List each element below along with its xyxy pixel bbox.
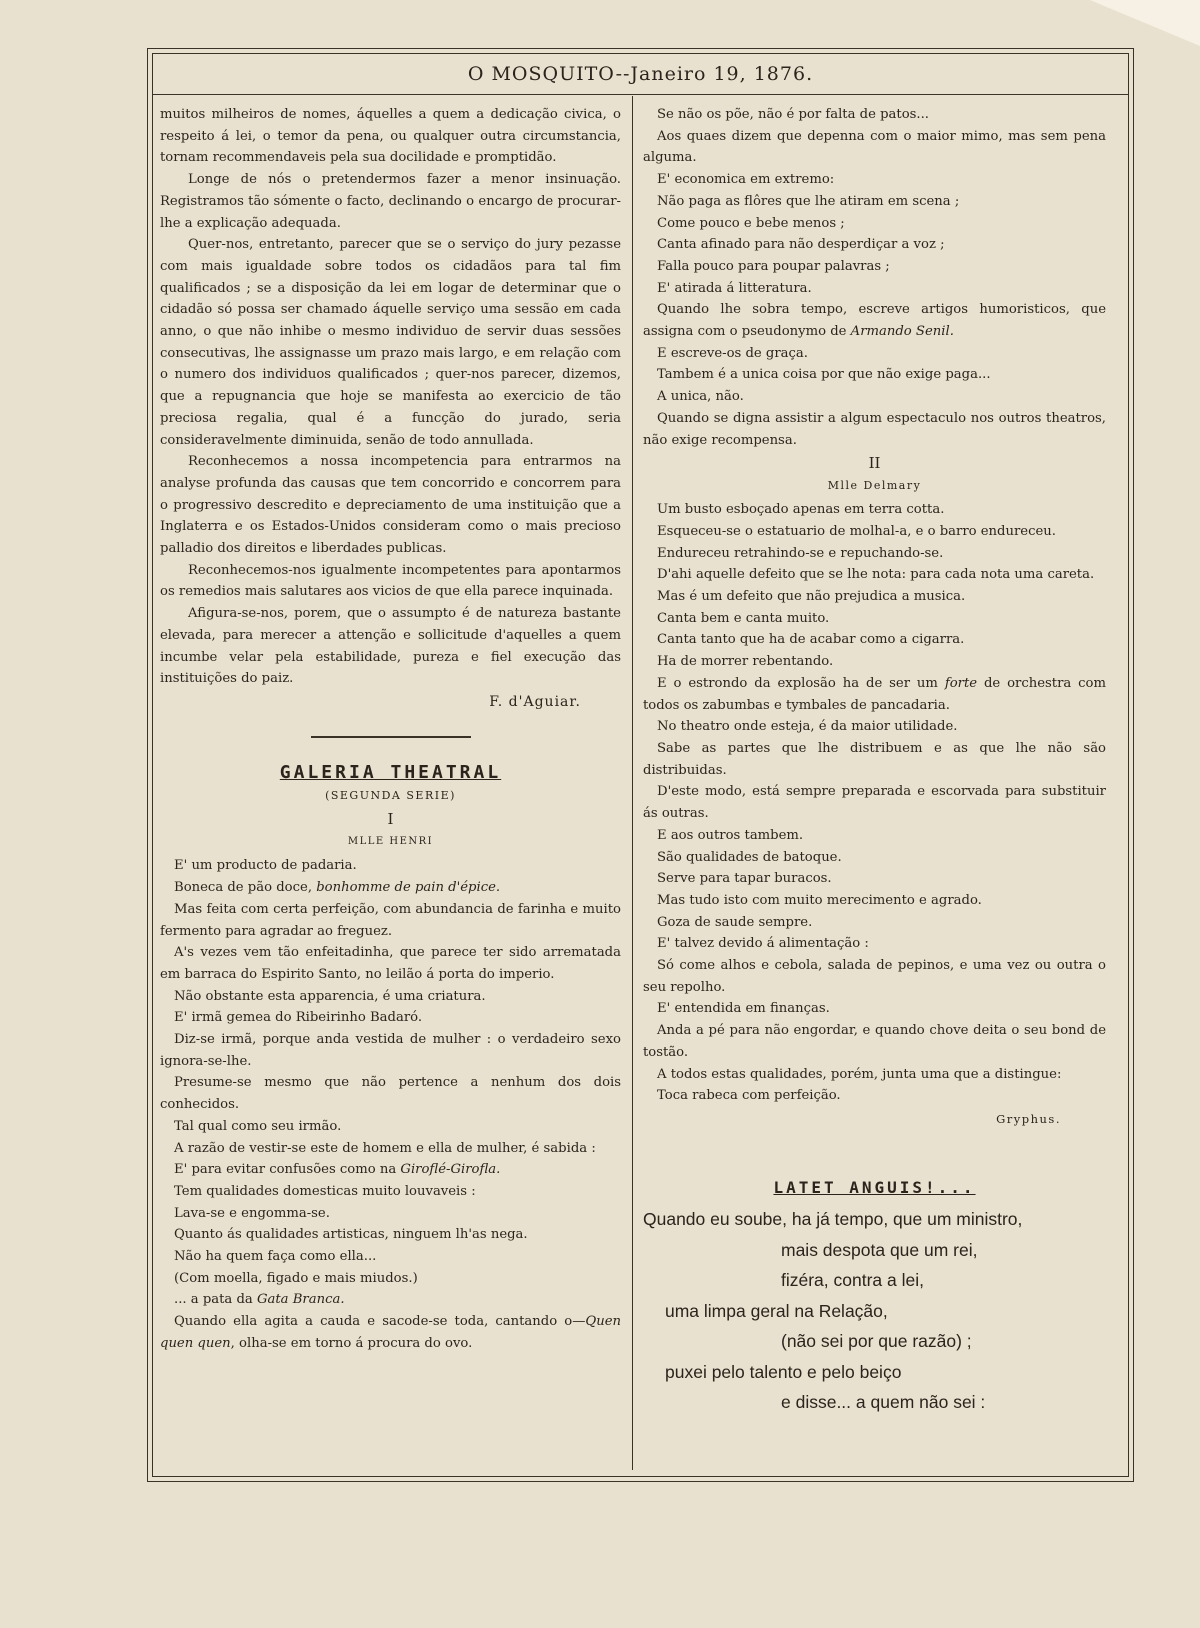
text-line: Quando se digna assistir a algum espectaculo nos outros theatros, não exige recompensa. <box>643 410 1106 448</box>
delmary-text <box>643 499 1106 1107</box>
page-frame <box>147 48 1134 1482</box>
signature-aguiar: F. d'Aguiar. <box>489 693 581 710</box>
part-two-name: Mlle Delmary <box>827 479 922 493</box>
text-line: Lava-se e engomma-se. <box>174 1205 330 1221</box>
henri-continued-text <box>643 104 1106 451</box>
text-line: Não paga as flôres que lhe atiram em scena ; <box>657 193 960 209</box>
text-line: Tambem é a unica coisa por que não exige paga... <box>657 367 991 383</box>
text-line: Mas feita com certa perfeição, com abundancia de farinha e muito fermento para agradar ao freguez. <box>160 901 621 939</box>
intro-article <box>160 104 621 690</box>
paragraph: muitos milheiros de nomes, áquelles a quem a dedicação civica, o respeito á lei, o temor da pena, ou qualquer outra circumstancia, tornam recommendaveis pela sua docilidade e promptidão. <box>160 107 621 166</box>
text-line: Canta bem e canta muito. <box>657 610 830 626</box>
text-line: A todos estas qualidades, porém, junta uma que a distingue: <box>657 1066 1062 1082</box>
text-line: E' atirada á litteratura. <box>657 280 812 296</box>
paragraph: Afigura-se-nos, porem, que o assumpto é de natureza bastante elevada, para merecer a attenção e sollicitude d'aquelles a quem incumbe velar pela estabilidade, pureza e fiel execução das instituições do paiz. <box>160 606 621 687</box>
text-line: São qualidades de batoque. <box>657 849 842 865</box>
poem-line: Quando eu soube, ha já tempo, que um ministro, <box>643 1209 1023 1230</box>
latet-title: LATET ANGUIS!... <box>773 1177 976 1197</box>
right-column <box>643 104 1106 1418</box>
text-line: Canta tanto que ha de acabar como a cigarra. <box>657 632 965 648</box>
text-line: Quando lhe sobra tempo, escreve artigos humoristicos, que assigna com o pseudonymo de Armando Senil. <box>643 302 1106 340</box>
text-line: E' um producto de padaria. <box>174 858 357 874</box>
text-line: Falla pouco para poupar palavras ; <box>657 258 890 274</box>
text-line: Não obstante esta apparencia, é uma criatura. <box>174 988 486 1004</box>
text-line: A razão de vestir-se este de homem e ella de mulher, é sabida : <box>174 1140 596 1156</box>
signature-gryphus: Gryphus. <box>996 1111 1061 1126</box>
page-frame-inner <box>152 53 1129 1477</box>
section-separator <box>311 736 471 738</box>
poem-line: mais despota que um rei, <box>781 1239 978 1260</box>
paragraph: Reconhecemos a nossa incompetencia para entrarmos na analyse profunda das causas que tem concorrido e concorrem para o progressivo descredito e depreciamento de uma instituição que a Inglaterra e os Estados-Unidos consideram como o mais precioso palladio dos direitos e liberdades publicas. <box>160 454 621 557</box>
text-line: Diz-se irmã, porque anda vestida de mulher : o verdadeiro sexo ignora-se-lhe. <box>160 1032 621 1069</box>
text-line: A's vezes vem tão enfeitadinha, que parece ter sido arrematada em barraca do Espirito Santo, no leilão á porta do imperio. <box>160 945 621 982</box>
page-corner-fold <box>1090 0 1200 46</box>
galeria-title: GALERIA THEATRAL <box>279 761 502 783</box>
poem-line: (não sei por que razão) ; <box>781 1331 972 1352</box>
text-line: Não ha quem faça como ella... <box>174 1249 377 1265</box>
text-line: Canta afinado para não desperdiçar a voz ; <box>657 237 945 253</box>
paragraph: Quer-nos, entretanto, parecer que se o serviço do jury pezasse com mais igualdade sobre todos os cidadãos para tal fim qualificados ; se a disposição da lei em logar de determinar que o cidadão só possa ser chamado áquelle serviço uma sessão em cada anno, o que não inhibe o mesmo individuo de servir duas sessões consecutivas, lhe assignasse um prazo mais largo, e em relação com o numero dos individuos qualificados ; quer-nos parecer, dizemos, que a repugnancia que hoje se manifesta ao exercicio de tão preciosa regalia, qual é a funcção do jurado, seria consideravelmente diminuida, senão de todo annullada. <box>160 237 621 448</box>
text-line: D'ahi aquelle defeito que se lhe nota: para cada nota uma careta. <box>657 567 1095 583</box>
part-one-numeral: I <box>387 810 394 829</box>
spacer <box>643 1131 1106 1177</box>
text-line: ... a pata da Gata Branca. <box>174 1292 345 1308</box>
text-line: A unica, não. <box>657 389 744 405</box>
text-line: Um busto esboçado apenas em terra cotta. <box>657 502 945 518</box>
text-line: (Com moella, figado e mais miudos.) <box>174 1270 418 1286</box>
text-line: Quando ella agita a cauda e sacode-se toda, cantando o—Quen quen quen, olha-se em torno á procura do ovo. <box>160 1314 621 1351</box>
text-line: Serve para tapar buracos. <box>657 871 832 887</box>
text-line: E' economica em extremo: <box>657 172 835 188</box>
text-line: Toca rabeca com perfeição. <box>657 1088 841 1104</box>
text-line: Boneca de pão doce, bonhomme de pain d'épice. <box>174 880 501 896</box>
text-line: E' para evitar confusões como na Giroflé-Girofla. <box>174 1162 501 1178</box>
left-column <box>160 104 621 1355</box>
text-line: Mas tudo isto com muito merecimento e agrado. <box>657 892 982 908</box>
poem-line: puxei pelo talento e pelo beiço <box>665 1361 902 1382</box>
henri-text <box>160 855 621 1354</box>
text-line: Aos quaes dizem que depenna com o maior mimo, mas sem pena alguma. <box>643 128 1106 166</box>
part-two-numeral: II <box>868 454 881 473</box>
text-line: Sabe as partes que lhe distribuem e as que lhe não são distribuidas. <box>643 740 1106 778</box>
galeria-subtitle: (SEGUNDA SERIE) <box>325 789 456 803</box>
text-line: E' talvez devido á alimentação : <box>657 936 869 952</box>
text-line: E escreve-os de graça. <box>657 345 808 361</box>
text-line: E' irmã gemea do Ribeirinho Badaró. <box>174 1010 423 1026</box>
text-line: Ha de morrer rebentando. <box>657 654 834 670</box>
text-line: Come pouco e bebe menos ; <box>657 215 845 231</box>
poem-line: e disse... a quem não sei : <box>781 1392 986 1413</box>
text-line: Se não os põe, não é por falta de patos... <box>657 107 929 122</box>
poem-line: fizéra, contra a lei, <box>781 1270 924 1291</box>
text-line: No theatro onde esteja, é da maior utilidade. <box>657 719 958 735</box>
paragraph: Longe de nós o pretendermos fazer a menor insinuação. Registramos tão sómente o facto, declinando o encargo de procurar-lhe a explicação adequada. <box>160 172 621 231</box>
text-line: Esqueceu-se o estatuario de molhal-a, e o barro endureceu. <box>657 523 1056 539</box>
text-line: Goza de saude sempre. <box>657 914 813 930</box>
text-line: Mas é um defeito que não prejudica a musica. <box>657 589 966 605</box>
masthead: O MOSQUITO--Janeiro 19, 1876. <box>153 54 1128 95</box>
text-line: Quanto ás qualidades artisticas, ninguem lh'as nega. <box>174 1227 528 1243</box>
column-divider <box>632 96 633 1470</box>
paragraph: Reconhecemos-nos igualmente incompetentes para apontarmos os remedios mais salutares aos vicios de que ella parece inquinada. <box>160 562 621 600</box>
text-line: E' entendida em finanças. <box>657 1001 830 1017</box>
text-line: Endureceu retrahindo-se e repuchando-se. <box>657 545 944 561</box>
part-one-name: MLLE HENRI <box>347 836 434 848</box>
text-line: Só come alhos e cebola, salada de pepinos, e uma vez ou outra o seu repolho. <box>643 958 1106 995</box>
text-line: E aos outros tambem. <box>657 827 804 843</box>
text-line: Tal qual como seu irmão. <box>174 1118 342 1134</box>
text-line: D'este modo, está sempre preparada e escorvada para substituir ás outras. <box>643 784 1106 822</box>
poem <box>643 1204 1106 1418</box>
text-line: Anda a pé para não engordar, e quando chove deita o seu bond de tostão. <box>643 1023 1106 1060</box>
text-line: Presume-se mesmo que não pertence a nenhum dos dois conhecidos. <box>160 1075 621 1113</box>
poem-line: uma limpa geral na Relação, <box>665 1300 888 1321</box>
text-line: Tem qualidades domesticas muito louvaveis : <box>174 1183 476 1199</box>
text-line: E o estrondo da explosão ha de ser um forte de orchestra com todos os zabumbas e tymbales de pancadaria. <box>643 675 1106 713</box>
